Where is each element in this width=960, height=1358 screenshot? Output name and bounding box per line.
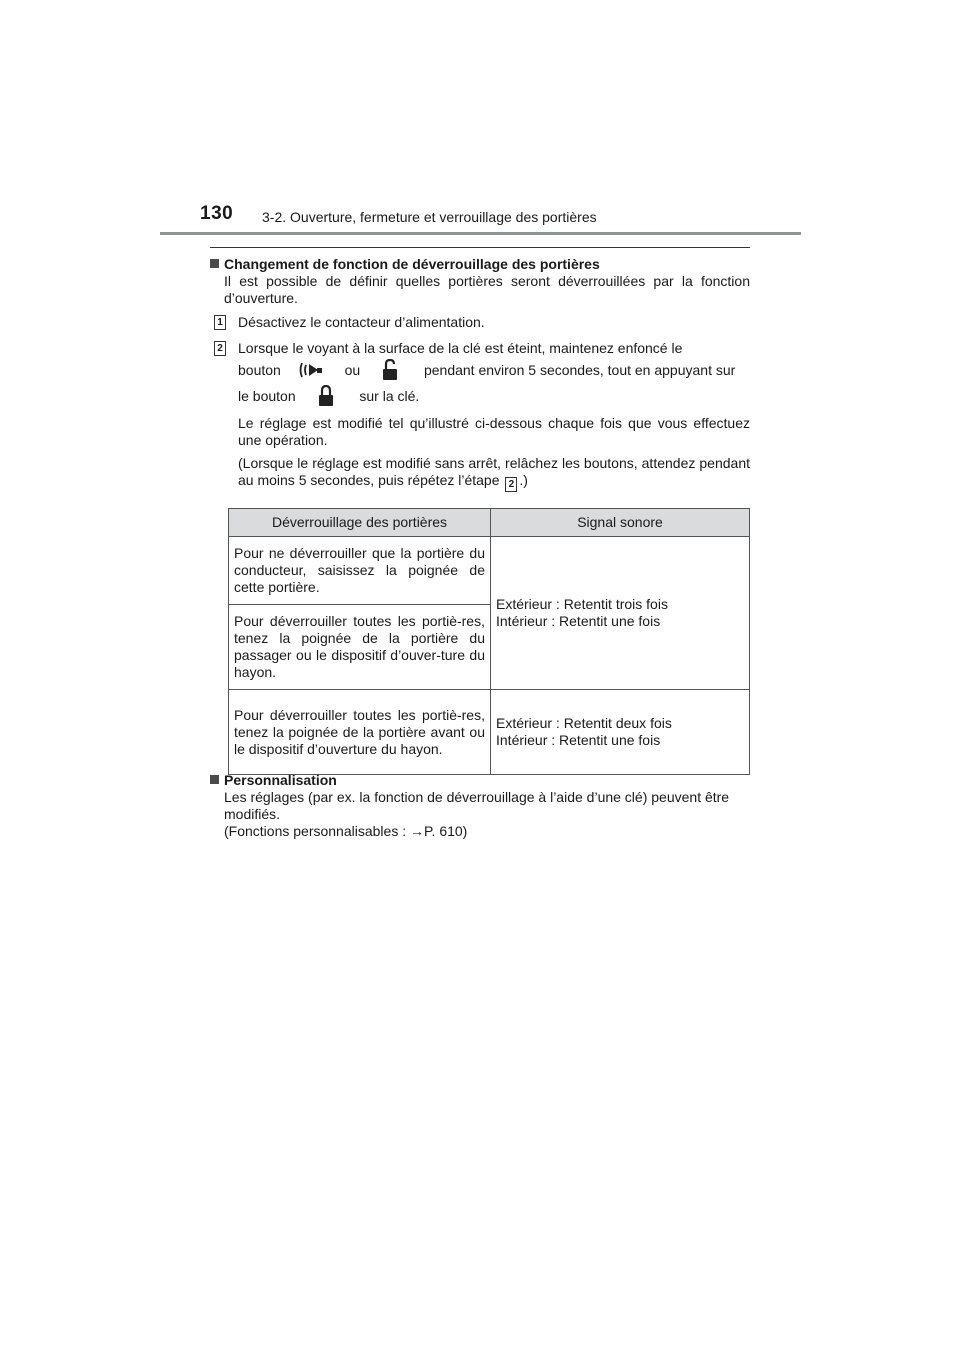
table-cell: Pour déverrouiller toutes les portiè-res, tenez la poignée de la portière avant ou le dispositif d’ouverture du hayon. — [229, 690, 491, 775]
section-door-unlock — [210, 256, 750, 492]
note-2-text: (Lorsque le réglage est modifié sans arrêt, relâchez les boutons, attendez pendant au moins 5 secondes, puis répétez l’étape — [238, 455, 750, 488]
signal-line: Extérieur : Retentit trois fois — [496, 596, 668, 612]
step-2-line-2 — [238, 357, 750, 383]
unlock-signal-table — [228, 508, 750, 775]
step-2-line-2-tail: pendant environ 5 secondes, tout en appuyant sur — [423, 362, 736, 378]
arrow-icon: → — [410, 823, 424, 839]
heading-text: Changement de fonction de déverrouillage des portières — [224, 256, 600, 272]
signal-cell — [491, 537, 750, 690]
signal-line: Intérieur : Retentit une fois — [496, 613, 661, 629]
step-2 — [210, 340, 750, 492]
step-2-note-1: Le réglage est modifié tel qu’illustré ci-dessous chaque fois que vous effectuez une opération. — [238, 415, 750, 448]
step-2-line-1: Lorsque le voyant à la surface de la clé est éteint, maintenez enfoncé le — [238, 340, 683, 356]
section-heading — [210, 256, 750, 273]
unlock-wave-icon — [299, 359, 323, 381]
note-2-tail: .) — [519, 472, 528, 488]
table-header-row — [229, 509, 750, 537]
section-heading — [210, 772, 750, 789]
heading-square-icon — [210, 775, 219, 784]
heading-square-icon — [210, 259, 219, 268]
table-cell: Pour ne déverrouiller que la portière du conducteur, saisissez la poignée de cette portière. — [229, 537, 491, 605]
intro-paragraph: Il est possible de définir quelles portières seront déverrouillées par la fonction d’ouverture. — [224, 273, 750, 306]
step-reference-box: 2 — [505, 477, 517, 492]
heading-text: Personnalisation — [224, 772, 337, 788]
page-number: 130 — [200, 203, 234, 224]
lock-icon — [314, 385, 338, 407]
step-number-box: 2 — [214, 341, 226, 356]
step-text: Désactivez le contacteur d’alimentation. — [238, 314, 485, 330]
button-word: bouton — [238, 362, 281, 378]
signal-cell — [491, 690, 750, 775]
table-row — [229, 537, 750, 605]
header-rule — [160, 232, 801, 235]
signal-line: Intérieur : Retentit une fois — [496, 732, 661, 748]
step-number-box: 1 — [214, 315, 226, 330]
step-2-line-3-tail: sur la clé. — [359, 388, 420, 404]
column-header: Signal sonore — [491, 509, 750, 537]
section-personalization — [210, 772, 750, 840]
signal-line: Extérieur : Retentit deux fois — [496, 715, 672, 731]
personalization-reference — [210, 823, 750, 840]
unlock-icon — [378, 359, 402, 381]
table-cell: Pour déverrouiller toutes les portiè-res, tenez la poignée de la portière du passager ou le dispositif d’ouver-ture du hayon. — [229, 605, 491, 690]
column-header: Déverrouillage des portières — [229, 509, 491, 537]
step-1 — [210, 314, 750, 331]
step-2-line-3 — [238, 383, 750, 409]
section-rule — [210, 247, 750, 248]
reference-text: (Fonctions personnalisables : — [224, 823, 407, 839]
table-row — [229, 690, 750, 775]
step-2-note-2 — [238, 455, 750, 492]
page-reference-link[interactable]: P. 610) — [424, 823, 468, 839]
button-word: le bouton — [238, 388, 296, 404]
or-word: ou — [344, 362, 361, 378]
personalization-text: Les réglages (par ex. la fonction de déverrouillage à l’aide d’une clé) peuvent être modifiés. — [224, 789, 730, 822]
chapter-title: 3-2. Ouverture, fermeture et verrouillage des portières — [262, 209, 597, 225]
